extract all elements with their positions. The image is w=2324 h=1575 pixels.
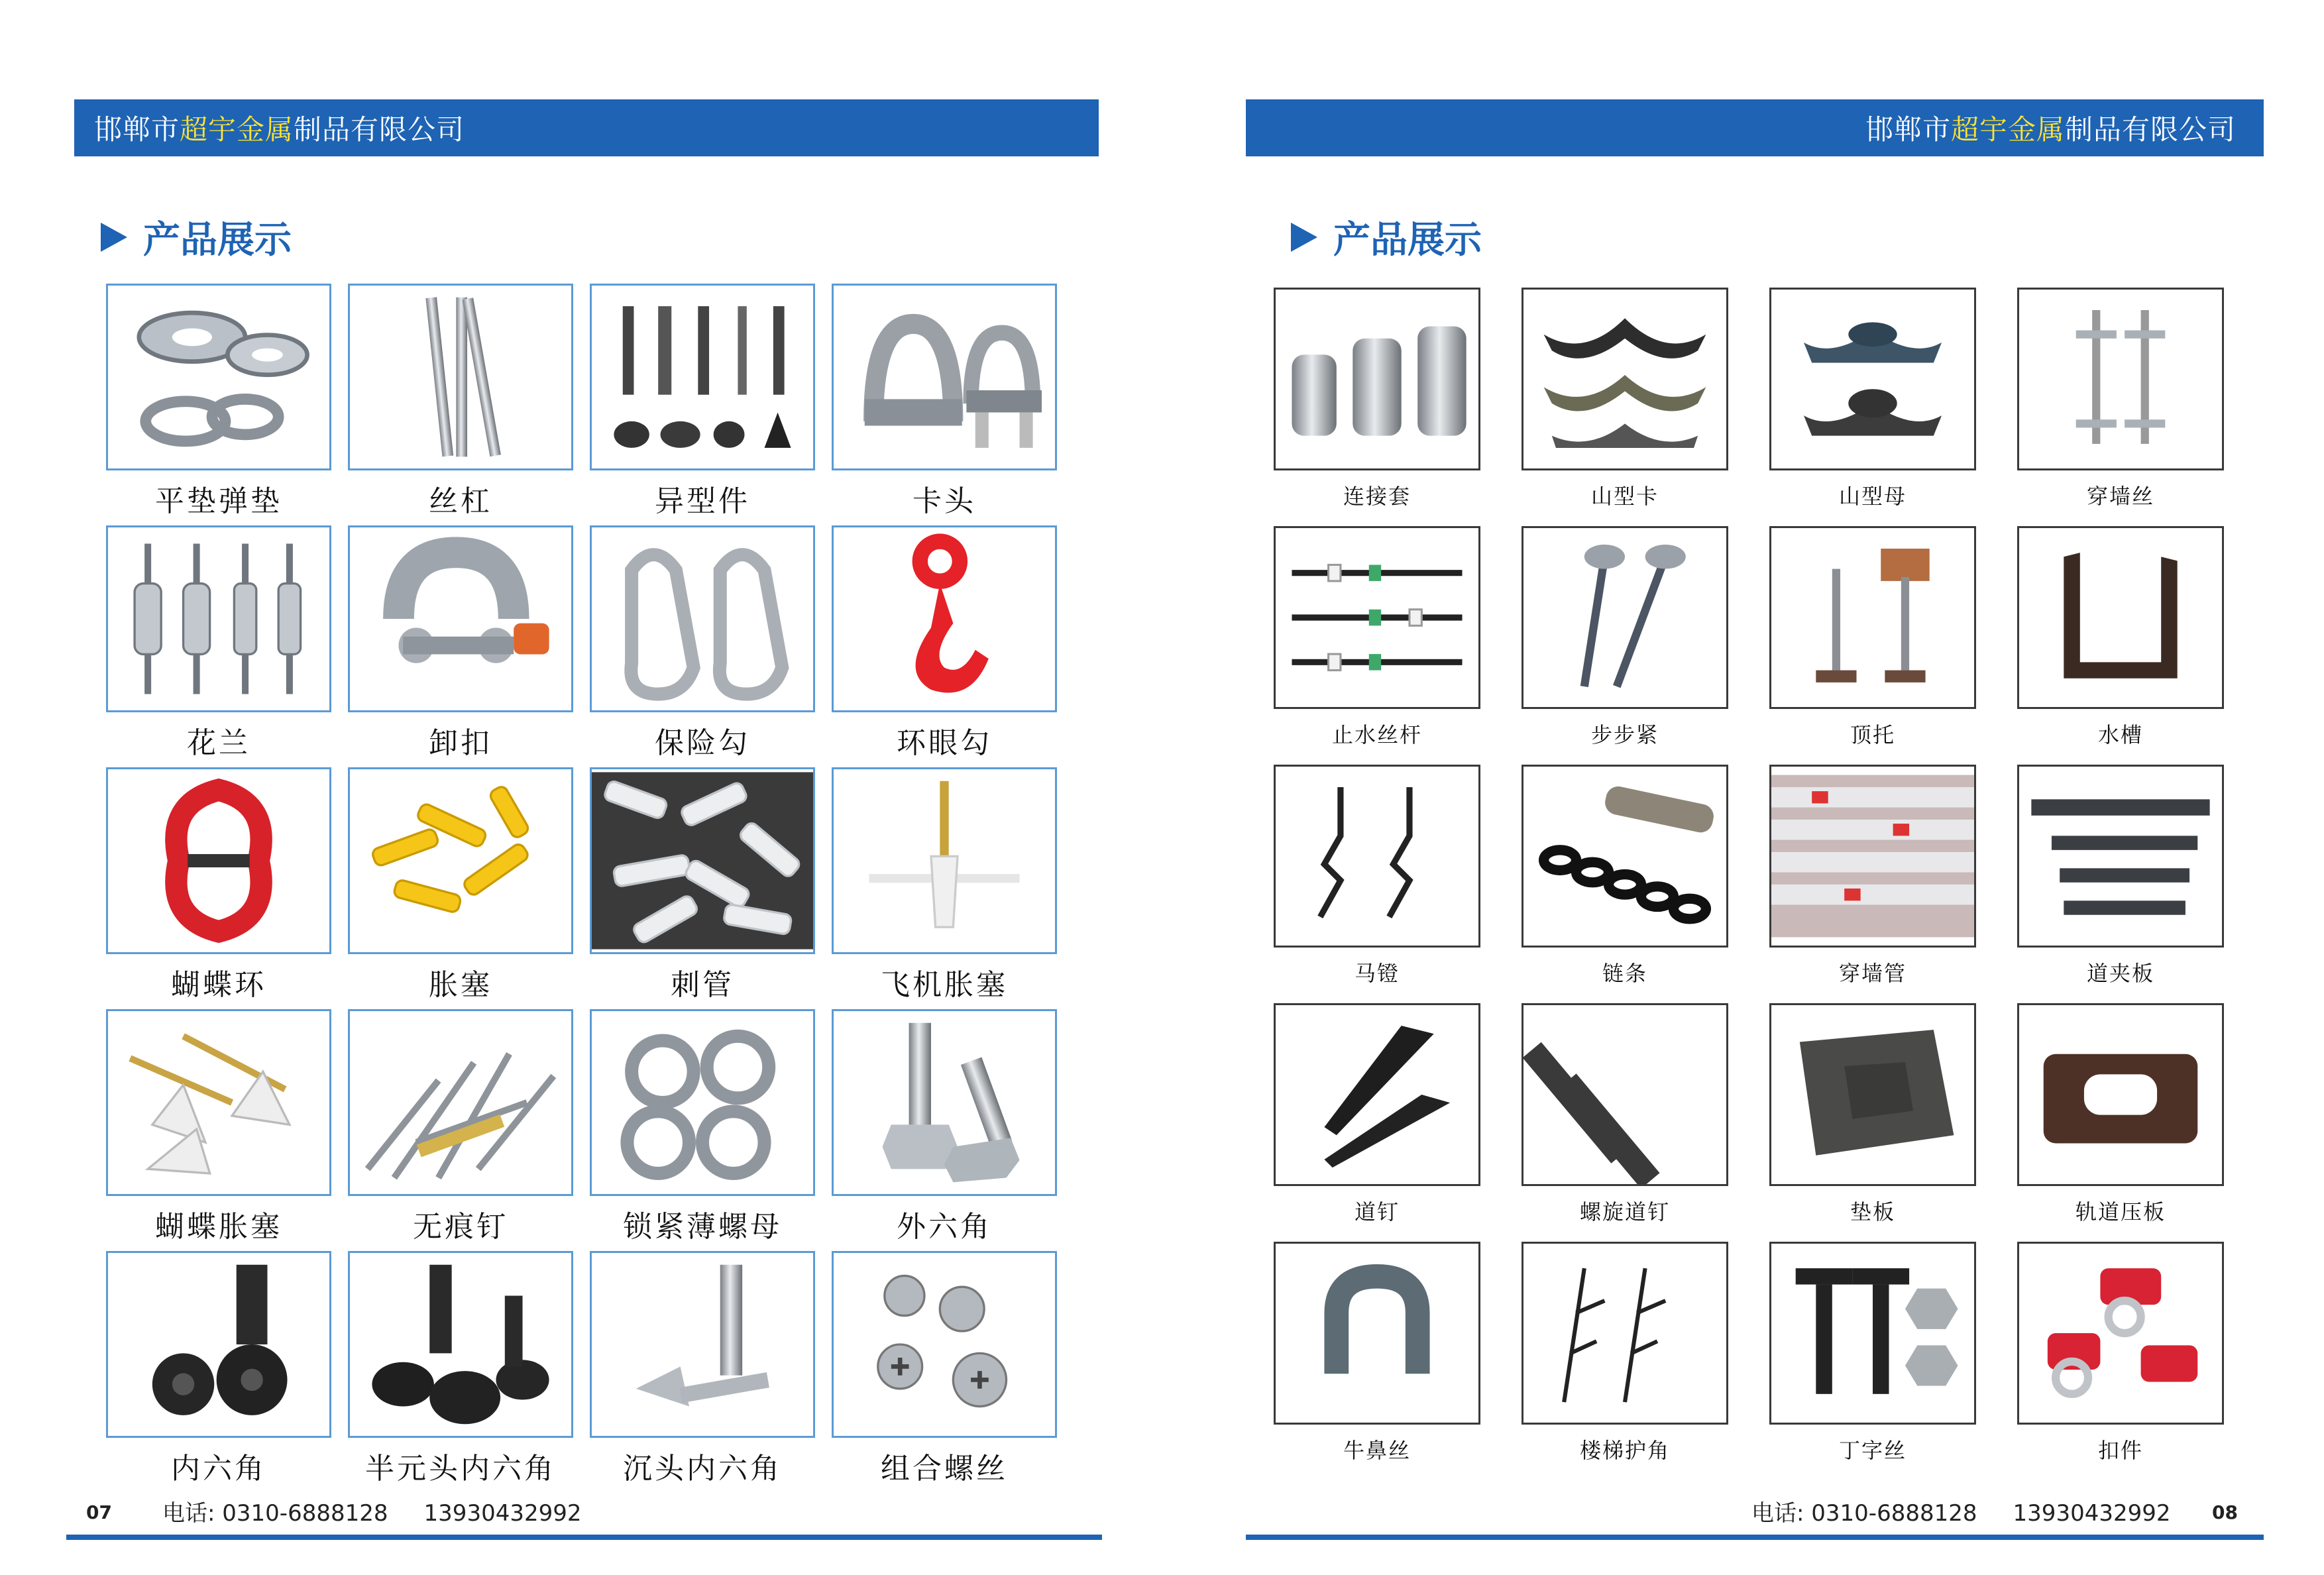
product-card — [1522, 526, 1728, 749]
product-label: 沉头内六角 — [623, 1452, 782, 1486]
product-card — [590, 767, 815, 1001]
eye-hook-icon — [834, 527, 1055, 710]
wire-clip-icon — [834, 286, 1055, 468]
product-label: 楼梯护角 — [1579, 1438, 1670, 1463]
product-card — [590, 1251, 815, 1484]
product-image — [832, 284, 1057, 470]
wall-plug-icon — [350, 769, 571, 952]
product-image — [1274, 288, 1480, 470]
product-image — [1522, 1242, 1728, 1425]
product-image — [1274, 765, 1480, 948]
traceless-nail-icon — [350, 1011, 571, 1194]
product-image — [348, 767, 573, 954]
product-image — [348, 1009, 573, 1196]
product-card — [2017, 765, 2224, 987]
product-image — [106, 767, 331, 954]
product-label: 胀塞 — [429, 968, 492, 1002]
product-image — [1274, 526, 1480, 709]
product-card — [1274, 526, 1480, 749]
product-label: 环眼勾 — [897, 726, 992, 760]
product-label: 花兰 — [187, 726, 250, 760]
product-card — [106, 284, 331, 517]
product-label: 马镫 — [1354, 961, 1400, 986]
spike-tube-icon — [592, 769, 813, 952]
product-label: 螺旋道钉 — [1579, 1199, 1670, 1224]
product-card — [1274, 1242, 1480, 1464]
turnbuckle-icon — [108, 527, 329, 710]
product-card — [348, 1251, 573, 1484]
threaded-rod-icon — [350, 286, 571, 468]
product-card — [348, 1009, 573, 1242]
product-image — [1274, 1003, 1480, 1186]
t-bolt-icon — [1771, 1244, 1974, 1423]
product-image — [348, 525, 573, 712]
product-label: 扣件 — [2097, 1438, 2143, 1463]
product-image — [1522, 526, 1728, 709]
product-image — [832, 1251, 1057, 1438]
product-card — [1274, 765, 1480, 987]
right-footer-rule — [1246, 1535, 2264, 1540]
product-label: 山型母 — [1838, 484, 1907, 509]
product-label: 步步紧 — [1590, 722, 1659, 747]
product-label: 飞机胀塞 — [881, 968, 1008, 1002]
product-label: 平垫弹垫 — [155, 484, 282, 518]
product-card — [832, 767, 1057, 1001]
right-header-banner — [1246, 99, 2264, 156]
product-image — [2017, 1242, 2224, 1425]
product-label: 链条 — [1602, 961, 1647, 986]
product-card — [1522, 1242, 1728, 1464]
product-image — [2017, 288, 2224, 470]
mountain-nut-icon — [1771, 290, 1974, 468]
product-image — [832, 1009, 1057, 1196]
product-label: 无痕钉 — [413, 1210, 508, 1244]
scaffold-coupler-icon — [2019, 1244, 2222, 1423]
company-name-post: 制品有限公司 — [2064, 113, 2236, 146]
left-footer-rule — [66, 1535, 1102, 1540]
product-card — [2017, 288, 2224, 510]
product-image — [106, 1251, 331, 1438]
countersunk-screw-icon — [592, 1253, 813, 1436]
triangle-icon — [1291, 223, 1317, 252]
button-head-screw-icon — [350, 1253, 571, 1436]
product-image — [1522, 1003, 1728, 1186]
product-image — [1769, 765, 1976, 948]
product-label: 丁字丝 — [1838, 1438, 1907, 1463]
channel-icon — [2019, 528, 2222, 707]
product-card — [832, 284, 1057, 517]
product-card — [106, 525, 331, 759]
washer-icon — [108, 286, 329, 468]
product-label: 锁紧薄螺母 — [623, 1210, 782, 1244]
product-card — [1769, 1003, 1976, 1226]
tightener-icon — [1523, 528, 1726, 707]
special-parts-icon — [592, 286, 813, 468]
product-image — [2017, 765, 2224, 948]
product-card — [590, 284, 815, 517]
product-card — [1522, 765, 1728, 987]
product-image — [1769, 526, 1976, 709]
product-image — [1522, 765, 1728, 948]
product-image — [2017, 526, 2224, 709]
product-card — [832, 1009, 1057, 1242]
product-card — [1769, 526, 1976, 749]
tie-plate-icon — [1771, 1005, 1974, 1184]
product-card — [2017, 1242, 2224, 1464]
product-label: 刺管 — [671, 968, 734, 1002]
product-label: 道钉 — [1354, 1199, 1400, 1224]
product-card — [1522, 1003, 1728, 1226]
product-card — [1522, 288, 1728, 510]
product-image — [106, 525, 331, 712]
shackle-icon — [350, 527, 571, 710]
fishplate-icon — [2019, 767, 2222, 946]
triangle-icon — [101, 223, 127, 252]
product-label: 穿墙丝 — [2086, 484, 2154, 509]
right-footer-contact: 电话: 0310-6888128 13930432992 — [1751, 1500, 2171, 1527]
coupler-sleeve-icon — [1276, 290, 1478, 468]
product-image — [590, 525, 815, 712]
company-name-pre: 邯郸市 — [1865, 113, 1951, 146]
product-image — [2017, 1003, 2224, 1186]
mountain-clamp-icon — [1523, 290, 1726, 468]
product-label: 外六角 — [897, 1210, 992, 1244]
company-name-pre: 邯郸市 — [94, 113, 180, 146]
product-image — [106, 1009, 331, 1196]
product-image — [1274, 1242, 1480, 1425]
stirrup-icon — [1276, 767, 1478, 946]
product-image — [1522, 288, 1728, 470]
product-image — [106, 284, 331, 470]
product-image — [590, 1009, 815, 1196]
product-label: 组合螺丝 — [881, 1452, 1008, 1486]
product-card — [2017, 1003, 2224, 1226]
product-card — [832, 525, 1057, 759]
product-label: 半元头内六角 — [365, 1452, 556, 1486]
left-footer-contact: 电话: 0310-6888128 13930432992 — [162, 1500, 582, 1527]
product-image — [1769, 288, 1976, 470]
product-card — [348, 284, 573, 517]
product-card — [832, 1251, 1057, 1484]
waterstop-rod-icon — [1276, 528, 1478, 707]
product-label: 异型件 — [655, 484, 750, 518]
airplane-anchor-icon — [834, 769, 1055, 952]
stair-guard-icon — [1523, 1244, 1726, 1423]
product-label: 轨道压板 — [2075, 1199, 2166, 1224]
rail-spike-icon — [1276, 1005, 1478, 1184]
company-name-highlight: 超宇金属 — [1950, 113, 2065, 146]
left-page-number: 07 — [86, 1501, 112, 1523]
screw-spike-icon — [1523, 1005, 1726, 1184]
product-card — [348, 525, 573, 759]
product-label: 内六角 — [171, 1452, 266, 1486]
product-card — [106, 1009, 331, 1242]
left-section-title: 产品展示 — [101, 211, 292, 264]
product-image — [590, 1251, 815, 1438]
product-image — [590, 767, 815, 954]
product-label: 止水丝杆 — [1331, 722, 1422, 747]
lock-nut-icon — [592, 1011, 813, 1194]
product-label: 道夹板 — [2086, 961, 2154, 986]
product-card — [1274, 288, 1480, 510]
rail-clamp-icon — [2019, 1005, 2222, 1184]
product-image — [590, 284, 815, 470]
hex-bolt-icon — [834, 1011, 1055, 1194]
product-card — [106, 767, 331, 1001]
product-label: 卡头 — [913, 484, 976, 518]
jack-base-icon — [1771, 528, 1974, 707]
right-page-number: 08 — [2212, 1501, 2238, 1523]
u-bolt-icon — [1276, 1244, 1478, 1423]
product-image — [832, 525, 1057, 712]
company-name-highlight: 超宇金属 — [180, 113, 294, 146]
wall-tie-icon — [2019, 290, 2222, 468]
product-label: 丝杠 — [429, 484, 492, 518]
product-image — [348, 1251, 573, 1438]
product-label: 蝴蝶环 — [171, 968, 266, 1002]
product-card — [1769, 288, 1976, 510]
product-image — [348, 284, 573, 470]
company-name-post: 制品有限公司 — [294, 113, 465, 146]
product-card — [590, 525, 815, 759]
product-card — [1769, 765, 1976, 987]
product-label: 垫板 — [1850, 1199, 1895, 1224]
butterfly-ring-icon — [108, 769, 329, 952]
product-card — [348, 767, 573, 1001]
product-label: 穿墙管 — [1838, 961, 1907, 986]
product-card — [1769, 1242, 1976, 1464]
product-image — [1769, 1242, 1976, 1425]
product-image — [832, 767, 1057, 954]
product-label: 牛鼻丝 — [1343, 1438, 1411, 1463]
wall-pipe-icon — [1771, 767, 1974, 946]
product-label: 山型卡 — [1590, 484, 1659, 509]
chain-icon — [1523, 767, 1726, 946]
product-label: 顶托 — [1850, 722, 1895, 747]
product-label: 水槽 — [2097, 722, 2143, 747]
carabiner-icon — [592, 527, 813, 710]
product-card — [2017, 526, 2224, 749]
socket-cap-screw-icon — [108, 1253, 329, 1436]
butterfly-anchor-icon — [108, 1011, 329, 1194]
left-header-banner — [74, 99, 1099, 156]
product-card — [590, 1009, 815, 1242]
product-label: 保险勾 — [655, 726, 750, 760]
product-label: 卸扣 — [429, 726, 492, 760]
product-card — [106, 1251, 331, 1484]
product-card — [1274, 1003, 1480, 1226]
right-section-title: 产品展示 — [1291, 211, 1482, 264]
product-label: 连接套 — [1343, 484, 1411, 509]
product-label: 蝴蝶胀塞 — [155, 1210, 282, 1244]
combination-screw-icon — [834, 1253, 1055, 1436]
product-image — [1769, 1003, 1976, 1186]
